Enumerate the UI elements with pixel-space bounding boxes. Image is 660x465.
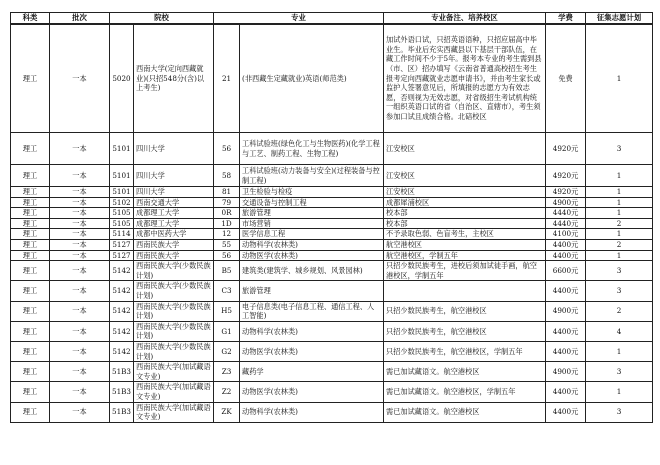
cell-school-code: 51B3 (110, 402, 134, 422)
cell-major-code: H5 (214, 301, 240, 321)
cell-notes: 江安校区 (384, 133, 546, 165)
cell-batch: 一本 (50, 218, 110, 229)
cell-school-code: 5101 (110, 133, 134, 165)
cell-major-name: 动物医学(农林类) (240, 382, 384, 402)
cell-school-code: 5101 (110, 165, 134, 187)
cell-plan: 1 (586, 187, 653, 198)
cell-tuition: 4400元 (546, 321, 586, 341)
cell-school-code: 5127 (110, 240, 134, 251)
cell-notes: 不予录取色弱、色盲考生，主校区 (384, 229, 546, 240)
cell-school-code: 5102 (110, 197, 134, 208)
cell-tuition: 4400元 (546, 240, 586, 251)
cell-school-name: 四川大学 (134, 133, 214, 165)
cell-school-name: 四川大学 (134, 165, 214, 187)
cell-plan: 3 (586, 133, 653, 165)
cell-tuition: 4400元 (546, 342, 586, 362)
cell-major-code: Z2 (214, 382, 240, 402)
cell-major-name: 工科试验班(动力装备与安全)(过程装备与控制工程) (240, 165, 384, 187)
cell-major-code: 21 (214, 24, 240, 133)
cell-major-code: 12 (214, 229, 240, 240)
table-row (11, 240, 653, 251)
cell-school-code: 5142 (110, 342, 134, 362)
cell-batch: 一本 (50, 342, 110, 362)
cell-tuition: 4100元 (546, 229, 586, 240)
cell-notes: 校本部 (384, 208, 546, 219)
cell-school-code: 5105 (110, 218, 134, 229)
table-row (11, 261, 653, 281)
table-row (11, 321, 653, 341)
cell-tuition: 4920元 (546, 187, 586, 198)
cell-notes: 江安校区 (384, 165, 546, 187)
cell-batch: 一本 (50, 362, 110, 382)
cell-notes: 校本部 (384, 218, 546, 229)
cell-batch: 一本 (50, 133, 110, 165)
cell-school-name: 成都理工大学 (134, 208, 214, 219)
cell-school-code: 5127 (110, 250, 134, 261)
cell-major-code: 0R (214, 208, 240, 219)
cell-batch: 一本 (50, 250, 110, 261)
cell-major-name: 卫生检验与检疫 (240, 187, 384, 198)
cell-notes: 需已加试藏语文。航空港校区，学制五年 (384, 382, 546, 402)
table-row (11, 382, 653, 402)
cell-category: 理工 (11, 197, 50, 208)
cell-category: 理工 (11, 133, 50, 165)
cell-category: 理工 (11, 24, 50, 133)
cell-batch: 一本 (50, 24, 110, 133)
cell-category: 理工 (11, 187, 50, 198)
cell-school-code: 5020 (110, 24, 134, 133)
cell-notes: 成都犀浦校区 (384, 197, 546, 208)
cell-category: 理工 (11, 281, 50, 301)
cell-school-name: 西南民族大学(少数民族计划) (134, 301, 214, 321)
cell-plan: 1 (586, 229, 653, 240)
cell-major-code: G1 (214, 321, 240, 341)
cell-tuition: 4400元 (546, 250, 586, 261)
cell-plan: 4 (586, 321, 653, 341)
cell-school-name: 西南民族大学(加试藏语文专业) (134, 382, 214, 402)
cell-category: 理工 (11, 382, 50, 402)
table-row (11, 24, 653, 133)
table-row (11, 218, 653, 229)
cell-tuition: 4440元 (546, 218, 586, 229)
cell-school-name: 西南民族大学(少数民族计划) (134, 321, 214, 341)
cell-notes: 加试外语口试，只招英语语种，只招应届高中毕业生。毕业后充实西藏县以下基层干部队伍，在藏工作时间不少于5年。报考本专业的考生需到县（市、区）招办填写《云南省普通高校招生考生报考定向西藏就业志愿申请书》，并由考生家长或监护人签署意见后，所填报的志愿方为有效志愿，否则视为无效志愿，对省级招生考试机构统一组织英语口试的省（自治区、直辖市），考生须参加口试且成绩合格。北碚校区 (384, 24, 546, 133)
cell-major-name: 动物科学(农林类) (240, 240, 384, 251)
cell-batch: 一本 (50, 301, 110, 321)
header-school: 院校 (110, 13, 214, 24)
cell-batch: 一本 (50, 261, 110, 281)
table-row (11, 362, 653, 382)
cell-school-name: 西南民族大学 (134, 240, 214, 251)
table-row (11, 187, 653, 198)
cell-category: 理工 (11, 402, 50, 422)
table-row (11, 250, 653, 261)
cell-school-code: 5142 (110, 301, 134, 321)
cell-tuition: 4920元 (546, 165, 586, 187)
cell-major-code: 56 (214, 250, 240, 261)
cell-plan: 3 (586, 261, 653, 281)
cell-plan: 2 (586, 240, 653, 251)
cell-notes: 只招少数民族考生，航空港校区 (384, 301, 546, 321)
cell-tuition: 4900元 (546, 197, 586, 208)
cell-notes: 只招少数民族考生，进校后须加试徒手画，航空港校区，学制五年 (384, 261, 546, 281)
cell-school-code: 5142 (110, 321, 134, 341)
cell-category: 理工 (11, 240, 50, 251)
cell-major-code: ZK (214, 402, 240, 422)
cell-plan: 3 (586, 281, 653, 301)
cell-major-code: 79 (214, 197, 240, 208)
cell-school-code: 51B3 (110, 382, 134, 402)
cell-tuition: 4920元 (546, 133, 586, 165)
cell-tuition: 免费 (546, 24, 586, 133)
cell-notes: 只招少数民族考生，航空港校区 (384, 321, 546, 341)
cell-category: 理工 (11, 250, 50, 261)
cell-major-name: 旅游管理 (240, 281, 384, 301)
cell-school-name: 西南民族大学(加试藏语文专业) (134, 362, 214, 382)
cell-school-code: 5101 (110, 187, 134, 198)
cell-plan: 1 (586, 250, 653, 261)
cell-school-code: 5114 (110, 229, 134, 240)
cell-notes: 江安校区 (384, 187, 546, 198)
header-tuition: 学费 (546, 13, 586, 24)
cell-major-code: B5 (214, 261, 240, 281)
cell-category: 理工 (11, 362, 50, 382)
cell-batch: 一本 (50, 240, 110, 251)
cell-plan: 3 (586, 362, 653, 382)
cell-major-code: 55 (214, 240, 240, 251)
header-notes: 专业备注、培养校区 (384, 13, 546, 24)
cell-major-name: 动物医学(农林类) (240, 250, 384, 261)
table-row (11, 281, 653, 301)
table-row (11, 229, 653, 240)
header-batch: 批次 (50, 13, 110, 24)
cell-batch: 一本 (50, 321, 110, 341)
cell-major-name: 旅游管理 (240, 208, 384, 219)
cell-school-code: 51B3 (110, 362, 134, 382)
cell-plan: 1 (586, 165, 653, 187)
cell-plan: 1 (586, 197, 653, 208)
cell-batch: 一本 (50, 197, 110, 208)
cell-major-name: (非西藏生定藏就业)英语(师范类) (240, 24, 384, 133)
cell-school-name: 西南交通大学 (134, 197, 214, 208)
cell-category: 理工 (11, 218, 50, 229)
cell-category: 理工 (11, 208, 50, 219)
cell-batch: 一本 (50, 208, 110, 219)
cell-notes: 航空港校区 (384, 240, 546, 251)
table-row (11, 165, 653, 187)
cell-school-name: 成都中医药大学 (134, 229, 214, 240)
cell-notes (384, 281, 546, 301)
cell-tuition: 4400元 (546, 281, 586, 301)
cell-school-name: 西南大学(定向西藏就业)(只招548分(含)以上考生) (134, 24, 214, 133)
cell-category: 理工 (11, 229, 50, 240)
cell-notes: 需已加试藏语文。航空港校区 (384, 362, 546, 382)
cell-major-code: C3 (214, 281, 240, 301)
cell-notes: 航空港校区，学制五年 (384, 250, 546, 261)
header-major: 专业 (214, 13, 384, 24)
cell-batch: 一本 (50, 165, 110, 187)
cell-tuition: 4400元 (546, 402, 586, 422)
cell-school-name: 西南民族大学(少数民族计划) (134, 261, 214, 281)
cell-school-name: 西南民族大学(少数民族计划) (134, 281, 214, 301)
cell-plan: 1 (586, 24, 653, 133)
table-row (11, 342, 653, 362)
cell-major-name: 医学信息工程 (240, 229, 384, 240)
cell-school-name: 西南民族大学(少数民族计划) (134, 342, 214, 362)
cell-plan: 2 (586, 301, 653, 321)
table-row (11, 208, 653, 219)
header-plan: 征集志愿计划 (586, 13, 653, 24)
cell-major-name: 工科试验班(绿色化工与生物医药)(化学工程与工艺、制药工程、生物工程) (240, 133, 384, 165)
cell-batch: 一本 (50, 382, 110, 402)
table-row (11, 133, 653, 165)
cell-category: 理工 (11, 301, 50, 321)
cell-category: 理工 (11, 321, 50, 341)
cell-major-name: 动物科学(农林类) (240, 402, 384, 422)
cell-batch: 一本 (50, 402, 110, 422)
cell-batch: 一本 (50, 281, 110, 301)
cell-tuition: 4440元 (546, 208, 586, 219)
admission-plan-table (10, 12, 653, 423)
cell-major-code: 56 (214, 133, 240, 165)
cell-plan: 3 (586, 402, 653, 422)
table-header-row (11, 13, 653, 24)
cell-plan: 1 (586, 342, 653, 362)
cell-major-code: G2 (214, 342, 240, 362)
cell-category: 理工 (11, 165, 50, 187)
cell-major-code: 1D (214, 218, 240, 229)
cell-major-name: 动物科学(农林类) (240, 321, 384, 341)
cell-category: 理工 (11, 342, 50, 362)
cell-plan: 1 (586, 208, 653, 219)
cell-major-name: 藏药学 (240, 362, 384, 382)
cell-major-name: 电子信息类(电子信息工程、通信工程、人工智能) (240, 301, 384, 321)
cell-major-code: 58 (214, 165, 240, 187)
cell-school-name: 四川大学 (134, 187, 214, 198)
cell-tuition: 4400元 (546, 382, 586, 402)
cell-batch: 一本 (50, 187, 110, 198)
table-row (11, 197, 653, 208)
cell-major-code: 81 (214, 187, 240, 198)
table-row (11, 402, 653, 422)
cell-major-name: 建筑类(建筑学、城乡规划、风景园林) (240, 261, 384, 281)
cell-school-code: 5142 (110, 261, 134, 281)
cell-notes: 只招少数民族考生，航空港校区，学制五年 (384, 342, 546, 362)
cell-school-name: 西南民族大学(加试藏语文专业) (134, 402, 214, 422)
cell-school-name: 成都理工大学 (134, 218, 214, 229)
cell-school-code: 5142 (110, 281, 134, 301)
cell-tuition: 4900元 (546, 301, 586, 321)
cell-batch: 一本 (50, 229, 110, 240)
cell-category: 理工 (11, 261, 50, 281)
cell-tuition: 6600元 (546, 261, 586, 281)
table-row (11, 301, 653, 321)
cell-tuition: 4900元 (546, 362, 586, 382)
cell-school-code: 5105 (110, 208, 134, 219)
cell-major-name: 交通设备与控制工程 (240, 197, 384, 208)
cell-plan: 2 (586, 218, 653, 229)
cell-plan: 1 (586, 382, 653, 402)
cell-major-name: 市场营销 (240, 218, 384, 229)
cell-major-code: Z3 (214, 362, 240, 382)
header-category: 科类 (11, 13, 50, 24)
cell-major-name: 动物医学(农林类) (240, 342, 384, 362)
cell-notes: 需已加试藏语文。航空港校区 (384, 402, 546, 422)
cell-school-name: 西南民族大学 (134, 250, 214, 261)
